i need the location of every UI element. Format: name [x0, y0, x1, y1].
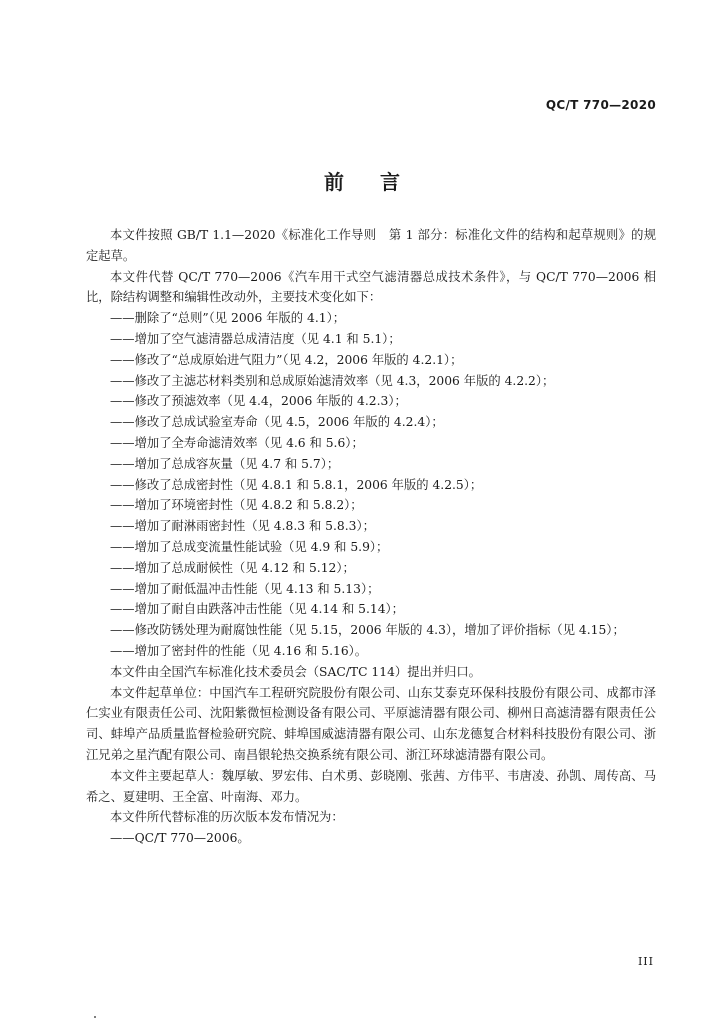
change-item: ——增加了总成容灰量（见 4.7 和 5.7）；	[110, 456, 340, 471]
paragraph-drafting-units: 本文件起草单位：中国汽车工程研究院股份有限公司、山东艾泰克环保科技股份有限公司、成都市泽仁实业有限责任公司、沈阳紫微恒检测设备有限公司、平原滤清器有限公司、柳州日高滤清器有限责任公司、蚌埠产品质量监督检验研究院、蚌埠国威滤清器有限公司、山东龙德复合材料科技股份有限公司、浙江兄弟之星汽配有限公司、南昌银轮热交换系统有限公司、浙江环球滤清器有限公司。	[86, 685, 656, 762]
preface-body	[86, 225, 656, 849]
change-item: ——修改了主滤芯材料类别和总成原始滤清效率（见 4.3，2006 年版的 4.2.2）；	[110, 373, 555, 388]
paragraph-committee: 本文件由全国汽车标准化技术委员会（SAC/TC 114）提出并归口。	[110, 664, 481, 679]
paragraph-history: 本文件所代替标准的历次版本发布情况为：	[110, 810, 344, 825]
change-item: ——增加了耐低温冲击性能（见 4.13 和 5.13）；	[110, 581, 380, 596]
change-item: ——删除了“总则”（见 2006 年版的 4.1）；	[110, 311, 346, 326]
change-item: ——修改了总成试验室寿命（见 4.5，2006 年版的 4.2.4）；	[110, 415, 444, 430]
change-item: ——增加了环境密封性（见 4.8.2 和 5.8.2）；	[110, 498, 363, 513]
page-number: III	[637, 955, 654, 968]
history-item: ——QC/T 770—2006。	[110, 831, 250, 846]
change-item: ——增加了耐自由跌落冲击性能（见 4.14 和 5.14）；	[110, 602, 404, 617]
change-item: ——增加了耐淋雨密封性（见 4.8.3 和 5.8.3）；	[110, 519, 375, 534]
change-item: ——增加了密封件的性能（见 4.16 和 5.16）。	[110, 643, 368, 658]
change-item: ——修改防锈处理为耐腐蚀性能（见 5.15，2006 年版的 4.3），增加了评价指标（见 4.15）；	[110, 623, 625, 638]
change-item: ——修改了“总成原始进气阻力”（见 4.2，2006 年版的 4.2.1）；	[110, 352, 463, 367]
change-item: ——增加了总成耐候性（见 4.12 和 5.12）；	[110, 560, 355, 575]
change-list	[86, 308, 656, 662]
scan-speck	[94, 1016, 96, 1018]
change-item: ——增加了总成变流量性能试验（见 4.9 和 5.9）；	[110, 539, 389, 554]
change-item: ——修改了预滤效率（见 4.4，2006 年版的 4.2.3）；	[110, 394, 407, 409]
change-item: ——增加了全寿命滤清效率（见 4.6 和 5.6）；	[110, 435, 364, 450]
change-item: ——增加了空气滤清器总成清洁度（见 4.1 和 5.1）；	[110, 331, 401, 346]
history-list	[86, 828, 656, 849]
paragraph-drafting-rules: 本文件按照 GB/T 1.1—2020《标准化工作导则 第 1 部分：标准化文件的结构和起草规则》的规定起草。	[86, 228, 656, 263]
page-title: 前言	[324, 170, 436, 194]
paragraph-drafters: 本文件主要起草人：魏厚敏、罗宏伟、白术勇、彭晓刚、张茜、方伟平、韦唐凌、孙凯、周传高、马希之、夏建明、王全富、叶南海、邓力。	[86, 768, 656, 804]
standard-code: QC/T 770—2020	[545, 98, 656, 112]
change-item: ——修改了总成密封性（见 4.8.1 和 5.8.1，2006 年版的 4.2.5）；	[110, 477, 483, 492]
paragraph-replacement: 本文件代替 QC/T 770—2006《汽车用干式空气滤清器总成技术条件》，与 QC/T 770—2006 相比，除结构调整和编辑性改动外，主要技术变化如下：	[86, 269, 656, 305]
